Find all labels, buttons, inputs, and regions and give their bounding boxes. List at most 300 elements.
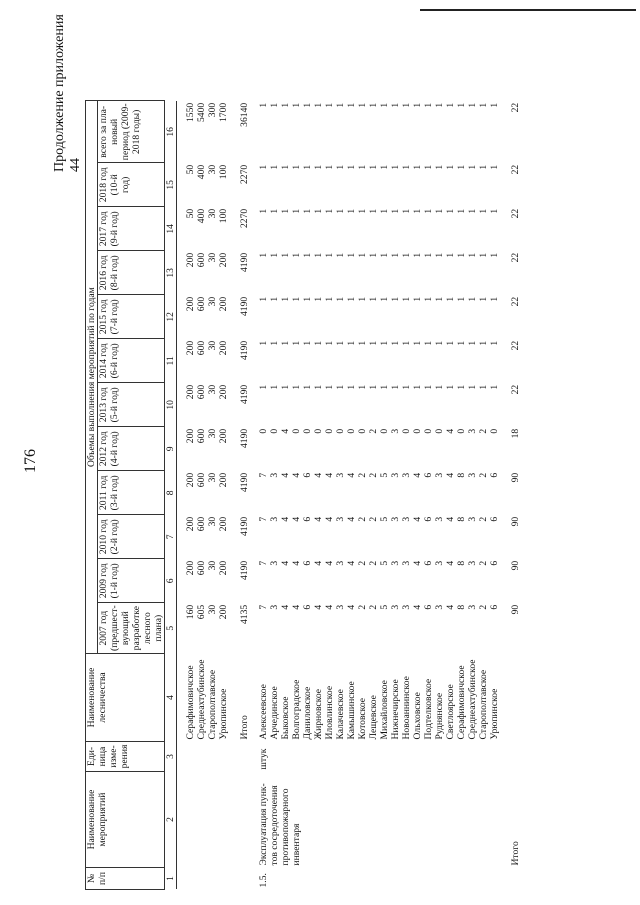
cell-value: 8 [456,516,467,522]
cell-value: 30 [207,384,218,395]
col-number: 10 [165,383,177,427]
total-value: 2270 [239,208,250,229]
cell-value: 1 [390,296,401,302]
cell-value: Подтелковское [423,678,434,740]
cell-value: 6 [423,472,434,478]
cell-value: 200 [185,384,196,400]
cell-value: 200 [218,472,229,488]
cell-value: 5 [379,516,390,522]
cell-value: 1 [478,252,489,258]
cell-value: 0 [324,428,335,434]
cell-value: 1 [346,208,357,214]
total-value: 22 [510,296,521,307]
total-value: 36140 [239,102,250,127]
cell-value: 1 [379,102,390,108]
cell-value: 2 [357,472,368,478]
values-2017 [258,207,500,251]
cell-value: 1 [324,208,335,214]
cell-value: 1 [379,340,390,346]
header-2017: 2017 год (9-й год) [98,207,165,251]
cell-value: 1 [269,252,280,258]
cell-value: 1 [489,340,500,346]
cell-value: 6 [423,560,434,566]
cell-value: 4 [313,560,324,566]
col-number: 16 [165,101,177,163]
cell-value: 3 [401,560,412,566]
cell-value: 160 [185,604,196,620]
cell-value: 200 [218,340,229,356]
cell-value: 3 [269,516,280,522]
cell-value: 1 [412,102,423,108]
cell-value: 200 [185,560,196,576]
cell-value: 1 [280,384,291,390]
cell-value: 1 [467,164,478,170]
cell-value: 0 [456,428,467,434]
cell-value: 1 [269,164,280,170]
cell-value: 2 [478,472,489,478]
cell-value: 0 [357,428,368,434]
cell-value: 1 [258,296,269,302]
cell-value: 1 [390,164,401,170]
values-2012 [185,427,229,471]
header-no: № п/п [86,868,165,890]
cell-value: Камышинское [346,681,357,740]
cell-value: 1 [346,252,357,258]
cell-value: 1 [412,208,423,214]
cell-value: 1 [401,164,412,170]
col-number: 13 [165,251,177,295]
cell-value: 1 [302,384,313,390]
cell-value: 1 [280,164,291,170]
measures-table [85,100,521,890]
cell-value: 1 [478,296,489,302]
cell-value: 30 [207,252,218,263]
cell-value: 1 [401,296,412,302]
cell-value: 1 [357,164,368,170]
cell-value: 605 [196,604,207,620]
cell-value: 3 [335,604,346,610]
total-value: 22 [510,340,521,351]
values-2011 [185,471,229,515]
cell-value: 6 [489,472,500,478]
cell-value: 2 [368,604,379,610]
values-2017 [185,207,229,251]
values-2011 [258,471,500,515]
values-2013 [258,383,500,427]
cell-value: 0 [489,428,500,434]
cell-value: Серафимовичское [456,665,467,740]
col-number: 8 [165,471,177,515]
header-2016: 2016 год (8-й год) [98,251,165,295]
cell-value: 1550 [185,102,196,123]
cell-value: 1 [368,340,379,346]
cell-value: 1 [412,384,423,390]
cell-value: 600 [196,340,207,356]
cell-value: Руднянское [434,692,445,740]
cell-value: 2 [357,560,368,566]
group1-total-row [229,101,250,890]
cell-value: 1 [346,164,357,170]
cell-value: 2 [368,428,379,434]
cell-value: 2 [478,604,489,610]
header-total-period: всего за пла-новый период (2009-2018 годы) [98,101,165,163]
cell-value: 6 [302,604,313,610]
total-value: 4190 [239,384,250,405]
col-number: 7 [165,515,177,559]
col-number: 5 [165,603,177,654]
cell-value: 1 [280,296,291,302]
cell-value: Серафимовичское [185,665,196,740]
header-2012: 2012 год (4-й год) [98,427,165,471]
cell-value: 1 [434,164,445,170]
cell-value: 1 [379,384,390,390]
cell-value: 1 [335,164,346,170]
cell-value: 30 [207,428,218,439]
cell-value: 1 [346,102,357,108]
cell-value: 1 [456,296,467,302]
header-volumes: Объемы выполнения мероприятий по годам [86,101,98,654]
cell-value: 3 [390,604,401,610]
header-row-1 [86,101,98,890]
values-2014 [258,339,500,383]
total-value: 4190 [239,296,250,317]
cell-value: 1 [313,296,324,302]
cell-value: 1 [379,296,390,302]
cell-value: 1 [324,252,335,258]
values-2007 [185,603,229,654]
cell-value: 1 [258,102,269,108]
cell-value: 1 [423,164,434,170]
cell-value: 1 [390,208,401,214]
cell-value: 1 [412,164,423,170]
cell-value: 7 [258,604,269,610]
cell-value: 6 [489,604,500,610]
cell-value: 1 [379,164,390,170]
cell-value: 1 [434,384,445,390]
cell-value: 1 [456,252,467,258]
total-value: 90 [510,560,521,571]
header-2014: 2014 год (6-й год) [98,339,165,383]
cell-value: 1 [313,384,324,390]
values-2010 [258,515,500,559]
cell-value: 1 [258,340,269,346]
cell-value: Среднеахтубинское [467,659,478,740]
forestry-list [258,654,500,742]
cell-value: 1 [489,164,500,170]
cell-value: 1 [368,102,379,108]
cell-value: 0 [423,428,434,434]
cell-value: 4 [280,472,291,478]
cell-value: 1 [456,164,467,170]
cell-value: 1 [357,340,368,346]
cell-value: 200 [218,516,229,532]
cell-value: 30 [207,340,218,351]
cell-value: 1 [489,208,500,214]
total-value: 90 [510,516,521,527]
cell-value: 4 [280,604,291,610]
measure-name: Эксплуатация пунк-тов сосредоточения противопожарного инвентаря [258,783,302,866]
cell-value: 1 [335,296,346,302]
cell-value: 200 [218,296,229,312]
total-value: 90 [510,604,521,615]
cell-value: 600 [196,252,207,268]
cell-value: 8 [456,560,467,566]
cell-value: 1 [489,252,500,258]
cell-value: 400 [196,208,207,224]
cell-value: 600 [196,428,207,444]
cell-value: 1 [335,102,346,108]
cell-value: 1 [445,102,456,108]
col-number: 3 [165,742,177,772]
cell-value: 1 [467,340,478,346]
cell-value: 4 [346,516,357,522]
cell-value: 1 [258,164,269,170]
cell-value: 1 [423,208,434,214]
cell-value: 4 [291,516,302,522]
cell-value: 4 [324,516,335,522]
cell-value: 1 [401,340,412,346]
cell-value: 4 [291,604,302,610]
cell-value: 1 [467,102,478,108]
cell-value: 1 [379,252,390,258]
cell-value: 1 [379,208,390,214]
cell-value: 6 [423,516,434,522]
total-value: 4135 [239,604,250,625]
cell-value: 1 [412,296,423,302]
cell-value: Старополтавское [207,669,218,740]
cell-value: 1 [335,252,346,258]
cell-value: 1 [335,208,346,214]
cell-value: 4 [412,560,423,566]
cell-value: 5 [379,472,390,478]
cell-value: 1 [324,340,335,346]
cell-value: Арчединское [269,686,280,740]
cell-value: 3 [434,560,445,566]
col-number: 2 [165,772,177,868]
cell-value: 1 [401,102,412,108]
cell-value: Алексеевское [258,684,269,740]
cell-value: 1 [291,340,302,346]
cell-value: 1 [445,208,456,214]
cell-value: 600 [196,516,207,532]
cell-value: 3 [401,516,412,522]
values-2014 [185,339,229,383]
cell-value: 1 [269,384,280,390]
total-label: Итого [510,841,521,866]
values-2009 [185,559,229,603]
header-2010: 2010 год (2-й год) [98,515,165,559]
group1-rows [185,101,229,890]
cell-value: 1 [302,164,313,170]
cell-value: 5400 [196,102,207,123]
total-value: 90 [510,472,521,483]
values-2012 [258,427,500,471]
unit: штук [258,748,269,770]
total-value: 4190 [239,472,250,493]
cell-value: 200 [218,384,229,400]
cell-value: 1 [478,102,489,108]
header-measure: Наименование мероприятий [86,772,165,868]
cell-value: Новоаннинское [401,676,412,740]
cell-value: 50 [185,208,196,219]
cell-value: 4 [280,428,291,434]
cell-value: 3 [467,560,478,566]
cell-value: 1 [291,102,302,108]
cell-value: 1 [291,164,302,170]
cell-value: 300 [207,102,218,118]
cell-value: 1 [357,252,368,258]
cell-value: Михайловское [379,680,390,740]
col-number: 12 [165,295,177,339]
cell-value: 7 [258,472,269,478]
cell-value: 200 [185,340,196,356]
cell-value: 1 [280,340,291,346]
cell-value: 1 [324,296,335,302]
cell-value: Котовское [357,697,368,740]
cell-value: 1 [445,340,456,346]
cell-value: 1 [269,296,280,302]
cell-value: 1 [489,296,500,302]
cell-value: 1 [445,252,456,258]
cell-value: 3 [390,560,401,566]
cell-value: Светлоярское [445,684,456,740]
cell-value: 3 [434,604,445,610]
cell-value: 1 [324,384,335,390]
cell-value: 200 [185,252,196,268]
cell-value: 30 [207,296,218,307]
cell-value: 4 [313,604,324,610]
cell-value: 1 [401,384,412,390]
values-2016 [258,251,500,295]
cell-value: 1 [324,164,335,170]
cell-value: 2 [368,472,379,478]
cell-value: 3 [467,516,478,522]
cell-value: 1 [456,208,467,214]
cell-value: 1 [258,252,269,258]
header-2015: 2015 год (7-й год) [98,295,165,339]
values-total-period [185,101,229,163]
cell-value: 1 [467,208,478,214]
cell-value: 0 [434,428,445,434]
cell-value: 1 [445,384,456,390]
cell-value: 50 [185,164,196,175]
cell-value: 4 [445,560,456,566]
cell-value: 200 [218,428,229,444]
cell-value: 1 [368,296,379,302]
cell-value: 1 [401,208,412,214]
cell-value: 30 [207,604,218,615]
cell-value: 30 [207,560,218,571]
group2-total-row [500,101,521,890]
total-value: 22 [510,384,521,395]
values-2009 [258,559,500,603]
page-number: 176 [22,449,39,473]
cell-value: 6 [423,604,434,610]
cell-value: 1 [258,384,269,390]
cell-value: 1 [368,384,379,390]
cell-value: 1 [269,208,280,214]
cell-value: Урюпинское [218,688,229,740]
cell-value: 1 [456,340,467,346]
total-value: 22 [510,164,521,175]
cell-value: 1 [478,208,489,214]
cell-value: 3 [390,516,401,522]
cell-value: 3 [269,604,280,610]
cell-value: 0 [313,428,324,434]
values-2010 [185,515,229,559]
total-value: 2270 [239,164,250,185]
cell-value: 30 [207,516,218,527]
cell-value: 1 [302,252,313,258]
cell-value: Старополтавское [478,669,489,740]
cell-value: 1 [445,296,456,302]
cell-value: 1 [434,102,445,108]
cell-value: 0 [302,428,313,434]
cell-value: 1 [423,296,434,302]
values-2015 [258,295,500,339]
header-forestry: Наименование лесничества [86,654,165,742]
cell-value: 1 [313,102,324,108]
cell-value: 3 [335,516,346,522]
cell-value: 4 [291,560,302,566]
cell-value: 200 [185,472,196,488]
cell-value: 1 [434,208,445,214]
cell-value: 1 [401,252,412,258]
cell-value: 1 [467,296,478,302]
values-2016 [185,251,229,295]
total-label: Итого [239,715,250,740]
cell-value: 3 [269,560,280,566]
total-value: 22 [510,252,521,263]
total-value: 22 [510,208,521,219]
cell-value: 1 [434,296,445,302]
group2-rows [258,101,500,890]
cell-value: 1 [346,384,357,390]
col-number: 6 [165,559,177,603]
cell-value: 4 [313,472,324,478]
cell-value: 6 [489,560,500,566]
cell-value: 1 [357,208,368,214]
cell-value: 6 [302,472,313,478]
col-number: 9 [165,427,177,471]
cell-value: 100 [218,208,229,224]
cell-value: 0 [258,428,269,434]
cell-value: 1 [280,102,291,108]
header-2018: 2018 год (10-й год) [98,163,165,207]
cell-value: 4 [324,604,335,610]
cell-value: 1 [258,208,269,214]
cell-value: 2 [368,516,379,522]
cell-value: 1 [302,208,313,214]
col-number: 14 [165,207,177,251]
cell-value: 1 [346,340,357,346]
cell-value: 1 [390,384,401,390]
column-number-row [165,101,177,890]
cell-value: 1 [280,252,291,258]
cell-value: 5 [379,560,390,566]
cell-value: 3 [467,472,478,478]
cell-value: 3 [467,428,478,434]
cell-value: 7 [258,560,269,566]
values-total-period [258,101,500,163]
cell-value: 1 [434,340,445,346]
item-number: 1.5. [258,873,269,888]
header-2007: 2007 год (предшест-вующий разработке лесного плана) [98,603,165,654]
cell-value: 2 [478,560,489,566]
cell-value: 4 [445,516,456,522]
cell-value: 4 [280,516,291,522]
cell-value: 1 [335,384,346,390]
